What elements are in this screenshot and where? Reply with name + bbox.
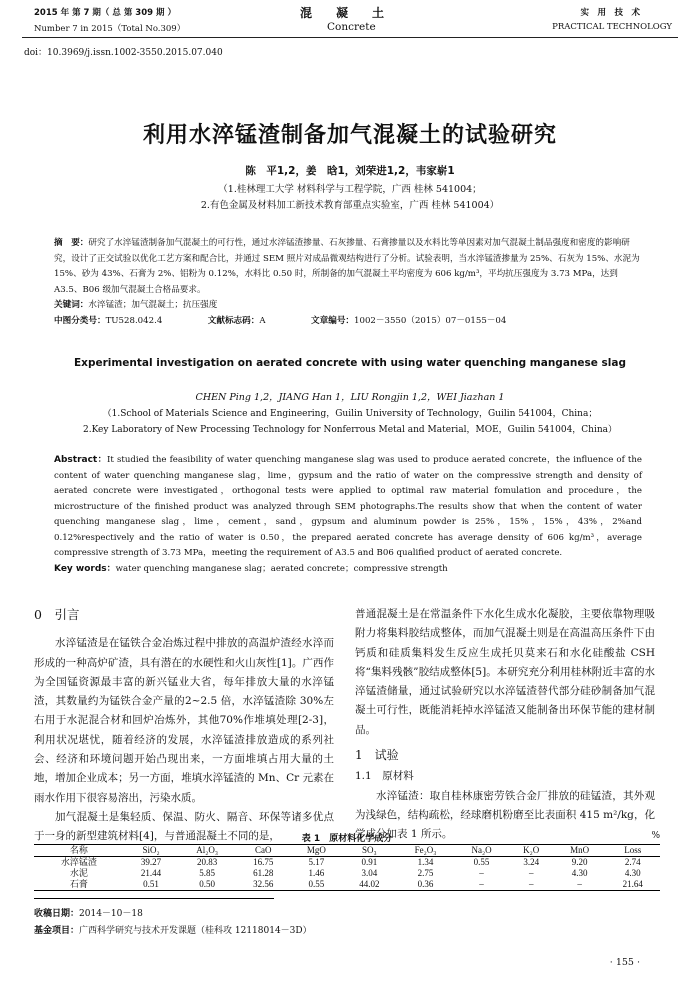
- table-cell: 5.17: [308, 857, 325, 867]
- table-cell: –: [479, 879, 484, 889]
- table-cell: 9.20: [571, 857, 588, 867]
- abstract-cn-label: 摘 要：: [54, 238, 89, 248]
- table-cell: –: [528, 868, 534, 878]
- table-cell: –: [479, 868, 484, 878]
- left-column: [34, 605, 334, 847]
- article-number-label: 文章编号：: [311, 315, 355, 326]
- table-cell: 16.75: [253, 857, 274, 867]
- header-journal-en: Concrete: [327, 21, 376, 33]
- received-value: 2014－10－18: [79, 909, 143, 919]
- header-journal-cn: 混 凝 土: [300, 6, 385, 20]
- table-header-cell: Na₂O: [471, 845, 492, 855]
- table-cell: 0.55: [473, 857, 490, 867]
- table-header-cell: K₂O: [523, 845, 540, 855]
- footnote-rule: [34, 898, 274, 899]
- title-cn: 利用水淬锰渣制备加气混凝土的试验研究: [142, 123, 557, 148]
- received-label: 收稿日期：: [34, 909, 80, 919]
- header-column-en: PRACTICAL TECHNOLOGY: [552, 22, 672, 32]
- page-number: · 155 ·: [609, 957, 640, 968]
- keywords-cn: 水淬锰渣；加气混凝土；抗压强度: [88, 300, 218, 310]
- table-cell: 0.51: [143, 879, 159, 889]
- right-column: [355, 605, 655, 845]
- fund-label: 基金项目：: [34, 926, 80, 936]
- received-date: [34, 906, 143, 919]
- table-header-cell: Loss: [624, 845, 642, 855]
- table-cell: 水淬锰渣: [60, 857, 97, 867]
- table-header-cell: 名称: [69, 845, 88, 855]
- abstract-cn: [54, 236, 642, 329]
- doi: doi：10.3969/j.issn.1002-3550.2015.07.040: [24, 48, 223, 58]
- keywords-en: water quenching manganese slag；aerated concrete；compressive strength: [115, 563, 448, 574]
- doc-code: A: [259, 315, 266, 326]
- table-cell: 2.75: [417, 868, 434, 878]
- header-column-cn: 实 用 技 术: [580, 8, 640, 18]
- table-1: [34, 831, 660, 891]
- doc-code-label: 文献标志码：: [207, 315, 260, 326]
- table-cell: 21.44: [140, 868, 162, 878]
- table-cell: 0.91: [361, 857, 378, 867]
- table-cell: 2.74: [624, 857, 641, 867]
- table-cell: 44.02: [359, 879, 380, 889]
- table-cell: 61.28: [253, 868, 274, 878]
- abstract-en-text: It studied the feasibility of water quenching manganese slag was used to produce aerated concrete，the influence of the content of water quenching manganese slag，lime，gypsum and the ratio of water on the compressive strength and density of aerated concrete were investigated，orthogonal tests were applied to optimal raw material fomulation and procedure，the microstructure of the finished product was analyzed through SEM photographs.The results show that when the content of water quenching manganese slag，lime，cement，sand，gypsum and aluminum powder is 25%，15%，15%，43%，2%and 0.12%respectively and the ratio of water is 0.50，the prepared aerated concrete has average density of 606 kg/m³，average compressive strength of 3.73 MPa，meeting the requirement of A3.5 and B06 qualified product of aerated concrete.: [54, 455, 642, 558]
- table-cell: 21.64: [622, 879, 643, 889]
- table-cell: 0.36: [417, 879, 434, 889]
- table-cell: –: [577, 879, 582, 889]
- table-row: [34, 879, 660, 891]
- keywords-cn-label: 关键词：: [54, 300, 89, 310]
- intro-heading: 0 引言: [34, 607, 80, 622]
- table-header-row: [34, 845, 660, 857]
- table-cell: 1.34: [417, 857, 434, 867]
- table-cell: 3.04: [361, 868, 378, 878]
- table-header-cell: SiO₂: [142, 845, 160, 855]
- affiliation-cn-1: （1.桂林理工大学 材料科学与工程学院，广西 桂林 541004；: [218, 184, 482, 195]
- abstract-en: [54, 453, 642, 577]
- intro-paragraph-1: 水淬锰渣是在锰铁合金冶炼过程中排放的高温炉渣经水淬而形成的一种高炉矿渣，具有潜在的水硬性和火山灰性[1]。广西作为全国锰资源最丰富的新兴锰业大省，每年排放大量的水淬锰渣，其数量约为锰铁合金产量的2~2.5 倍，水淬锰渣除 30%左右用于水泥混合材和回炉冶炼外，其他70%作堆填处理[2-3]，利用状况堪忧，随着经济的发展，水淬锰渣排放造成的系列社会、经济和环境问题开始凸现出来，一方面堆填占用大量的土地，增加企业成本；另一方面，堆填水淬锰渣的 Mn、Cr 元素在雨水作用下很容易溶出，污染水质。: [34, 637, 334, 804]
- intro-paragraph-3: 普通混凝土是在常温条件下水化生成水化凝胶，主要依靠物理吸附力将集料胶结成整体，而加气混凝土则是在高温高压条件下由钙质和硅质集料发生反应生成托贝莫来石和水化硅酸盐 CSH 将“集料残骸”胶结成整体[5]。本研究充分利用桂林附近丰富的水淬锰渣储量，通过试验研究以水淬锰渣替代部分硅砂制备加气混凝土可行性，既能消耗掉水淬锰渣又能制备出环保节能的建材制品。: [355, 608, 655, 736]
- affiliation-cn-2: 2.有色金属及材料加工新技术教育部重点实验室，广西 桂林 541004）: [200, 200, 500, 211]
- subsection-1-1-heading: 1.1 原材料: [355, 770, 414, 783]
- table-header-cell: MgO: [306, 845, 326, 855]
- header-issue-en: Number 7 in 2015（Total No.309）: [34, 24, 186, 34]
- table-cell: 0.55: [308, 879, 325, 889]
- table-cell: 4.30: [571, 868, 588, 878]
- table-cell: 20.83: [197, 857, 218, 867]
- table-header-cell: SO₃: [362, 845, 377, 855]
- affiliation-en-2: 2.Key Laboratory of New Processing Technology for Nonferrous Metal and Material，MOE，Guilin 541004，China）: [82, 425, 618, 435]
- table-cell: 4.30: [624, 868, 641, 878]
- keywords-en-label: Key words：: [54, 563, 116, 574]
- table-cell: –: [528, 879, 534, 889]
- table-1-grid: [34, 844, 660, 891]
- table-cell: 5.85: [199, 868, 216, 878]
- table-header-cell: Fe₂O₃: [414, 845, 437, 855]
- authors-en: CHEN Ping 1,2，JIANG Han 1，LIU Rongjin 1,2，WEI Jiazhan 1: [195, 392, 505, 403]
- section-1-heading: 1 试验: [355, 748, 399, 763]
- header-issue-cn: 2015 年 第 7 期（ 总 第 309 期 ）: [34, 8, 176, 18]
- abstract-en-label: Abstract：: [54, 455, 108, 465]
- table-1-caption: 表 1 原材料化学成分: [301, 834, 393, 844]
- fund-value: 广西科学研究与技术开发课题（桂科攻 12118014－3D）: [79, 926, 312, 936]
- affiliation-en-1: （1.School of Materials Science and Engineering，Guilin University of Technology，Guilin 541004，China；: [102, 409, 598, 419]
- materials-paragraph: 水淬锰渣：取自桂林康密劳铁合金厂排放的硅锰渣，其外观为浅绿色，结构疏松，经球磨机粉磨至比表面积 415 m²/kg，化学成分如表 1 所示。: [355, 789, 655, 841]
- table-row: [34, 868, 660, 879]
- clc-number: TU528.042.4: [105, 315, 163, 326]
- table-1-unit: %: [651, 831, 660, 841]
- table-cell: 0.50: [199, 879, 216, 889]
- table-cell: 32.56: [253, 879, 274, 889]
- table-cell: 3.24: [523, 857, 540, 867]
- table-cell: 水泥: [69, 868, 88, 878]
- table-cell: 石膏: [69, 879, 88, 889]
- table-row: [34, 857, 660, 869]
- table-header-cell: MnO: [570, 845, 590, 855]
- table-header-cell: Al₂O₃: [196, 845, 219, 855]
- table-cell: 39.27: [140, 857, 162, 867]
- clc-label: 中图分类号：: [54, 315, 106, 326]
- abstract-cn-text: 研究了水淬锰渣制备加气混凝土的可行性，通过水淬锰渣掺量、石灰掺量、石膏掺量以及水料比等单因素对加气混凝土制品强度和密度的影响研究，设计了正交试验以优化工艺方案和配合比，并通过 SEM 照片对成品微观结构进行了分析。试验表明，当水淬锰渣掺量为 25%、石灰为 15%、水泥为 15%、砂为 43%、石膏为 2%、铝粉为 0.12%，水料比 0.50 时，所制备的加气混凝土平均密度为 606 kg/m³，平均抗压强度为 3.73 MPa，达到 A3.5、B06 级加气混凝土合格品要求。: [54, 238, 640, 295]
- authors-cn: 陈 平1,2，姜 晗1，刘荣进1,2，韦家崭1: [245, 165, 455, 177]
- title-en: Experimental investigation on aerated concrete with using water quenching manganese slag: [74, 357, 626, 369]
- table-cell: 1.46: [308, 868, 325, 878]
- fund-info: [34, 923, 312, 936]
- header-rule: [22, 37, 678, 38]
- article-number: 1002－3550（2015）07－0155－04: [354, 315, 507, 326]
- table-header-cell: CaO: [255, 845, 272, 855]
- intro-paragraph-2: 加气混凝土是集轻质、保温、防火、隔音、环保等诸多优点于一身的新型建筑材料[4]，与普通混凝土不同的是，: [34, 810, 334, 843]
